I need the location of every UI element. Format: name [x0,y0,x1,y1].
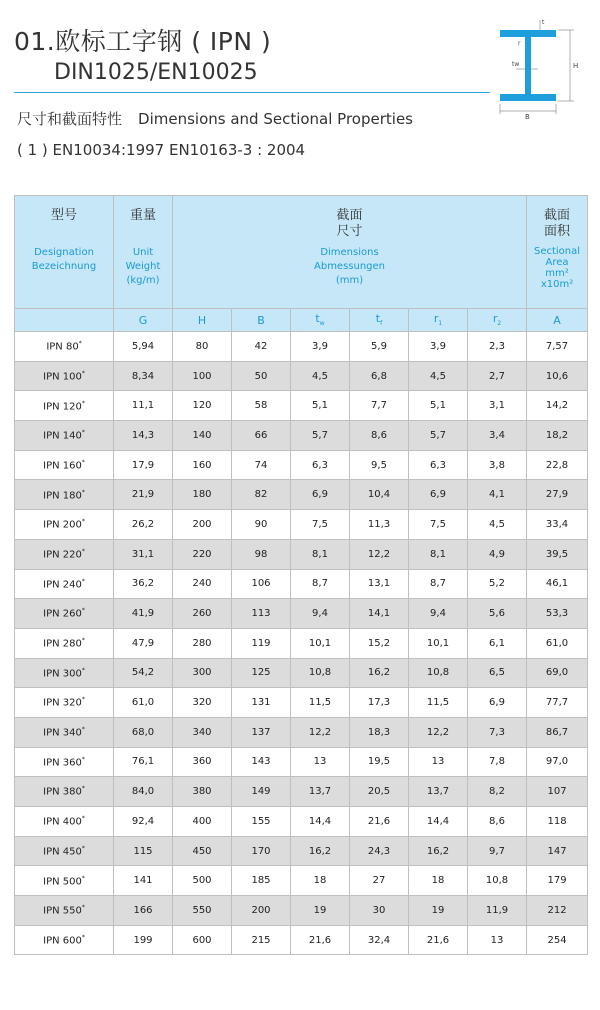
cell-value: 98 [232,539,291,569]
cell-value: 5,7 [291,421,350,451]
cell-value: 36,2 [114,569,173,599]
cell-value: 212 [527,896,588,926]
cell-value: 199 [114,925,173,955]
cell-value: 6,3 [291,450,350,480]
cell-value: 17,3 [350,688,409,718]
cell-value: 6,1 [468,628,527,658]
cell-value: 160 [173,450,232,480]
ibeam-web [525,37,531,94]
symbol-a: A [527,309,588,332]
cell-value: 69,0 [527,658,588,688]
cell-value: 5,7 [409,421,468,451]
cell-value: 8,6 [468,807,527,837]
cell-value: 7,8 [468,747,527,777]
cell-value: 113 [232,599,291,629]
cell-value: 19 [291,896,350,926]
cell-value: 200 [173,510,232,540]
cell-value: 58 [232,391,291,421]
cell-value: 6,9 [409,480,468,510]
table-row [15,361,588,391]
cell-value: 254 [527,925,588,955]
cell-value: 240 [173,569,232,599]
cell-value: 10,4 [350,480,409,510]
header-designation: 型号 Designation Bezeichnung [15,196,114,309]
cell-value: 86,7 [527,717,588,747]
table-row [15,332,588,362]
cell-value: 66 [232,421,291,451]
table-row [15,421,588,451]
cell-value: 185 [232,866,291,896]
cell-value: 340 [173,717,232,747]
ipn-properties-table [14,195,588,955]
cell-value: 11,5 [291,688,350,718]
cell-designation: IPN 140* [15,421,114,451]
cell-value: 550 [173,896,232,926]
cell-value: 120 [173,391,232,421]
cell-value: 6,9 [291,480,350,510]
cell-value: 13,7 [409,777,468,807]
cell-value: 8,7 [291,569,350,599]
table-row [15,836,588,866]
table-row [15,896,588,926]
cell-value: 47,9 [114,628,173,658]
header-weight: 重量 Unit Weight (kg/m) [114,196,173,309]
cell-value: 9,4 [409,599,468,629]
cell-value: 14,3 [114,421,173,451]
cell-designation: IPN 340* [15,717,114,747]
symbol-tf: $t_f$ [350,309,409,332]
cell-value: 12,2 [291,717,350,747]
cell-value: 9,7 [468,836,527,866]
cell-value: 4,1 [468,480,527,510]
cell-value: 18 [291,866,350,896]
cell-value: 84,0 [114,777,173,807]
cell-value: 118 [527,807,588,837]
cell-value: 5,1 [291,391,350,421]
cell-value: 10,8 [468,866,527,896]
symbol-h: H [173,309,232,332]
section-heading-cn: 尺寸和截面特性 [17,110,123,128]
label-h: H [573,62,579,70]
cell-value: 2,3 [468,332,527,362]
table-row [15,450,588,480]
cell-designation: IPN 80* [15,332,114,362]
cell-value: 7,7 [350,391,409,421]
cell-value: 27 [350,866,409,896]
cell-value: 320 [173,688,232,718]
cell-value: 6,3 [409,450,468,480]
cell-value: 400 [173,807,232,837]
cell-value: 8,34 [114,361,173,391]
cell-value: 12,2 [350,539,409,569]
cell-value: 14,2 [527,391,588,421]
label-b: B [525,113,530,121]
cell-designation: IPN 450* [15,836,114,866]
table-row [15,539,588,569]
table-row [15,688,588,718]
cell-value: 4,5 [468,510,527,540]
cell-designation: IPN 100* [15,361,114,391]
cell-value: 3,8 [468,450,527,480]
table-row [15,747,588,777]
cell-value: 5,9 [350,332,409,362]
cell-value: 27,9 [527,480,588,510]
cell-value: 8,7 [409,569,468,599]
cell-value: 17,9 [114,450,173,480]
cell-value: 2,7 [468,361,527,391]
cell-value: 4,5 [409,361,468,391]
table-row [15,866,588,896]
cell-value: 125 [232,658,291,688]
cell-value: 380 [173,777,232,807]
cell-value: 6,8 [350,361,409,391]
cell-designation: IPN 500* [15,866,114,896]
symbol-row [15,309,588,332]
cell-value: 18,3 [350,717,409,747]
cell-value: 41,9 [114,599,173,629]
cell-value: 39,5 [527,539,588,569]
cell-value: 179 [527,866,588,896]
cell-value: 280 [173,628,232,658]
cell-value: 16,2 [291,836,350,866]
cell-value: 77,7 [527,688,588,718]
cell-value: 12,2 [409,717,468,747]
cell-value: 260 [173,599,232,629]
cell-value: 8,6 [350,421,409,451]
cell-value: 26,2 [114,510,173,540]
cell-designation: IPN 320* [15,688,114,718]
cell-value: 21,9 [114,480,173,510]
symbol-r1: $r_1$ [409,309,468,332]
cell-value: 500 [173,866,232,896]
cell-value: 61,0 [527,628,588,658]
cell-value: 5,1 [409,391,468,421]
cell-value: 11,5 [409,688,468,718]
cell-value: 90 [232,510,291,540]
cell-value: 4,5 [291,361,350,391]
cell-value: 141 [114,866,173,896]
ibeam-bottom-flange [500,94,556,101]
cell-designation: IPN 600* [15,925,114,955]
cell-value: 16,2 [350,658,409,688]
cell-value: 74 [232,450,291,480]
title-divider [14,92,490,93]
label-tw: tw [512,61,520,68]
cell-designation: IPN 280* [15,628,114,658]
section-heading-en: Dimensions and Sectional Properties [138,110,413,128]
cell-value: 11,9 [468,896,527,926]
table-row [15,807,588,837]
cell-value: 13 [291,747,350,777]
header-area: 截面 面积 Sectional Area mm² x10m² [527,196,588,309]
cell-value: 15,2 [350,628,409,658]
cell-value: 8,1 [409,539,468,569]
cell-value: 33,4 [527,510,588,540]
cell-value: 97,0 [527,747,588,777]
cell-value: 360 [173,747,232,777]
cell-value: 11,1 [114,391,173,421]
table-row [15,777,588,807]
cell-value: 13,1 [350,569,409,599]
cell-value: 100 [173,361,232,391]
cell-value: 53,3 [527,599,588,629]
cell-value: 9,5 [350,450,409,480]
cell-value: 3,1 [468,391,527,421]
table-row [15,658,588,688]
cell-value: 9,4 [291,599,350,629]
cell-designation: IPN 220* [15,539,114,569]
cell-value: 7,57 [527,332,588,362]
ibeam-top-flange [500,30,556,37]
cell-value: 7,5 [291,510,350,540]
cell-value: 600 [173,925,232,955]
cell-value: 21,6 [350,807,409,837]
cell-value: 115 [114,836,173,866]
cell-value: 180 [173,480,232,510]
cell-value: 13 [468,925,527,955]
cell-value: 5,6 [468,599,527,629]
table-row [15,717,588,747]
cell-value: 14,1 [350,599,409,629]
cell-value: 10,1 [409,628,468,658]
cell-value: 143 [232,747,291,777]
cell-designation: IPN 180* [15,480,114,510]
cell-value: 20,5 [350,777,409,807]
cell-value: 3,9 [409,332,468,362]
cell-designation: IPN 260* [15,599,114,629]
cell-value: 54,2 [114,658,173,688]
cell-value: 24,3 [350,836,409,866]
table-row [15,510,588,540]
cell-value: 5,2 [468,569,527,599]
cell-value: 61,0 [114,688,173,718]
cell-value: 32,4 [350,925,409,955]
cell-value: 170 [232,836,291,866]
section-heading [17,108,413,129]
cell-value: 31,1 [114,539,173,569]
cell-value: 11,3 [350,510,409,540]
cell-value: 46,1 [527,569,588,599]
cell-value: 200 [232,896,291,926]
standards-line: ( 1 ) EN10034:1997 EN10163-3 : 2004 [17,141,306,159]
cell-designation: IPN 160* [15,450,114,480]
cell-value: 21,6 [409,925,468,955]
cell-value: 80 [173,332,232,362]
cell-value: 155 [232,807,291,837]
cell-value: 14,4 [291,807,350,837]
cell-value: 16,2 [409,836,468,866]
cell-value: 42 [232,332,291,362]
cell-value: 300 [173,658,232,688]
cell-value: 107 [527,777,588,807]
ibeam-section-diagram [494,12,590,124]
cell-value: 166 [114,896,173,926]
cell-value: 30 [350,896,409,926]
cell-designation: IPN 200* [15,510,114,540]
cell-value: 6,9 [468,688,527,718]
cell-value: 21,6 [291,925,350,955]
cell-designation: IPN 380* [15,777,114,807]
symbol-r2: $r_2$ [468,309,527,332]
cell-value: 10,1 [291,628,350,658]
cell-designation: IPN 550* [15,896,114,926]
cell-value: 106 [232,569,291,599]
cell-designation: IPN 360* [15,747,114,777]
symbol-g: G [114,309,173,332]
cell-value: 13,7 [291,777,350,807]
cell-value: 149 [232,777,291,807]
cell-value: 76,1 [114,747,173,777]
table-row [15,569,588,599]
cell-value: 13 [409,747,468,777]
cell-designation: IPN 400* [15,807,114,837]
cell-designation: IPN 240* [15,569,114,599]
table-body [15,332,588,955]
cell-value: 14,4 [409,807,468,837]
cell-value: 215 [232,925,291,955]
cell-value: 10,8 [291,658,350,688]
cell-value: 22,8 [527,450,588,480]
header-dimensions: 截面 尺寸 Dimensions Abmessungen (mm) [173,196,527,309]
cell-value: 131 [232,688,291,718]
cell-value: 68,0 [114,717,173,747]
label-t: t [542,19,545,26]
cell-value: 92,4 [114,807,173,837]
page-subtitle: DIN1025/EN10025 [54,60,258,85]
table-row [15,599,588,629]
cell-value: 8,1 [291,539,350,569]
cell-value: 50 [232,361,291,391]
cell-designation: IPN 300* [15,658,114,688]
cell-value: 82 [232,480,291,510]
cell-value: 19 [409,896,468,926]
cell-value: 3,9 [291,332,350,362]
cell-value: 4,9 [468,539,527,569]
cell-value: 147 [527,836,588,866]
cell-value: 140 [173,421,232,451]
cell-value: 7,5 [409,510,468,540]
cell-value: 6,5 [468,658,527,688]
cell-value: 18 [409,866,468,896]
cell-value: 7,3 [468,717,527,747]
cell-designation: IPN 120* [15,391,114,421]
cell-value: 137 [232,717,291,747]
cell-value: 10,6 [527,361,588,391]
cell-value: 3,4 [468,421,527,451]
cell-value: 5,94 [114,332,173,362]
table-row [15,480,588,510]
cell-value: 220 [173,539,232,569]
cell-value: 10,8 [409,658,468,688]
symbol-tw: $t_w$ [291,309,350,332]
cell-value: 119 [232,628,291,658]
page-title: 01.欧标工字钢 ( IPN ) [14,27,272,56]
table-row [15,925,588,955]
label-r: r [518,40,521,47]
cell-value: 8,2 [468,777,527,807]
cell-value: 19,5 [350,747,409,777]
cell-value: 18,2 [527,421,588,451]
table-row [15,628,588,658]
table-row [15,391,588,421]
symbol-b: B [232,309,291,332]
cell-value: 450 [173,836,232,866]
